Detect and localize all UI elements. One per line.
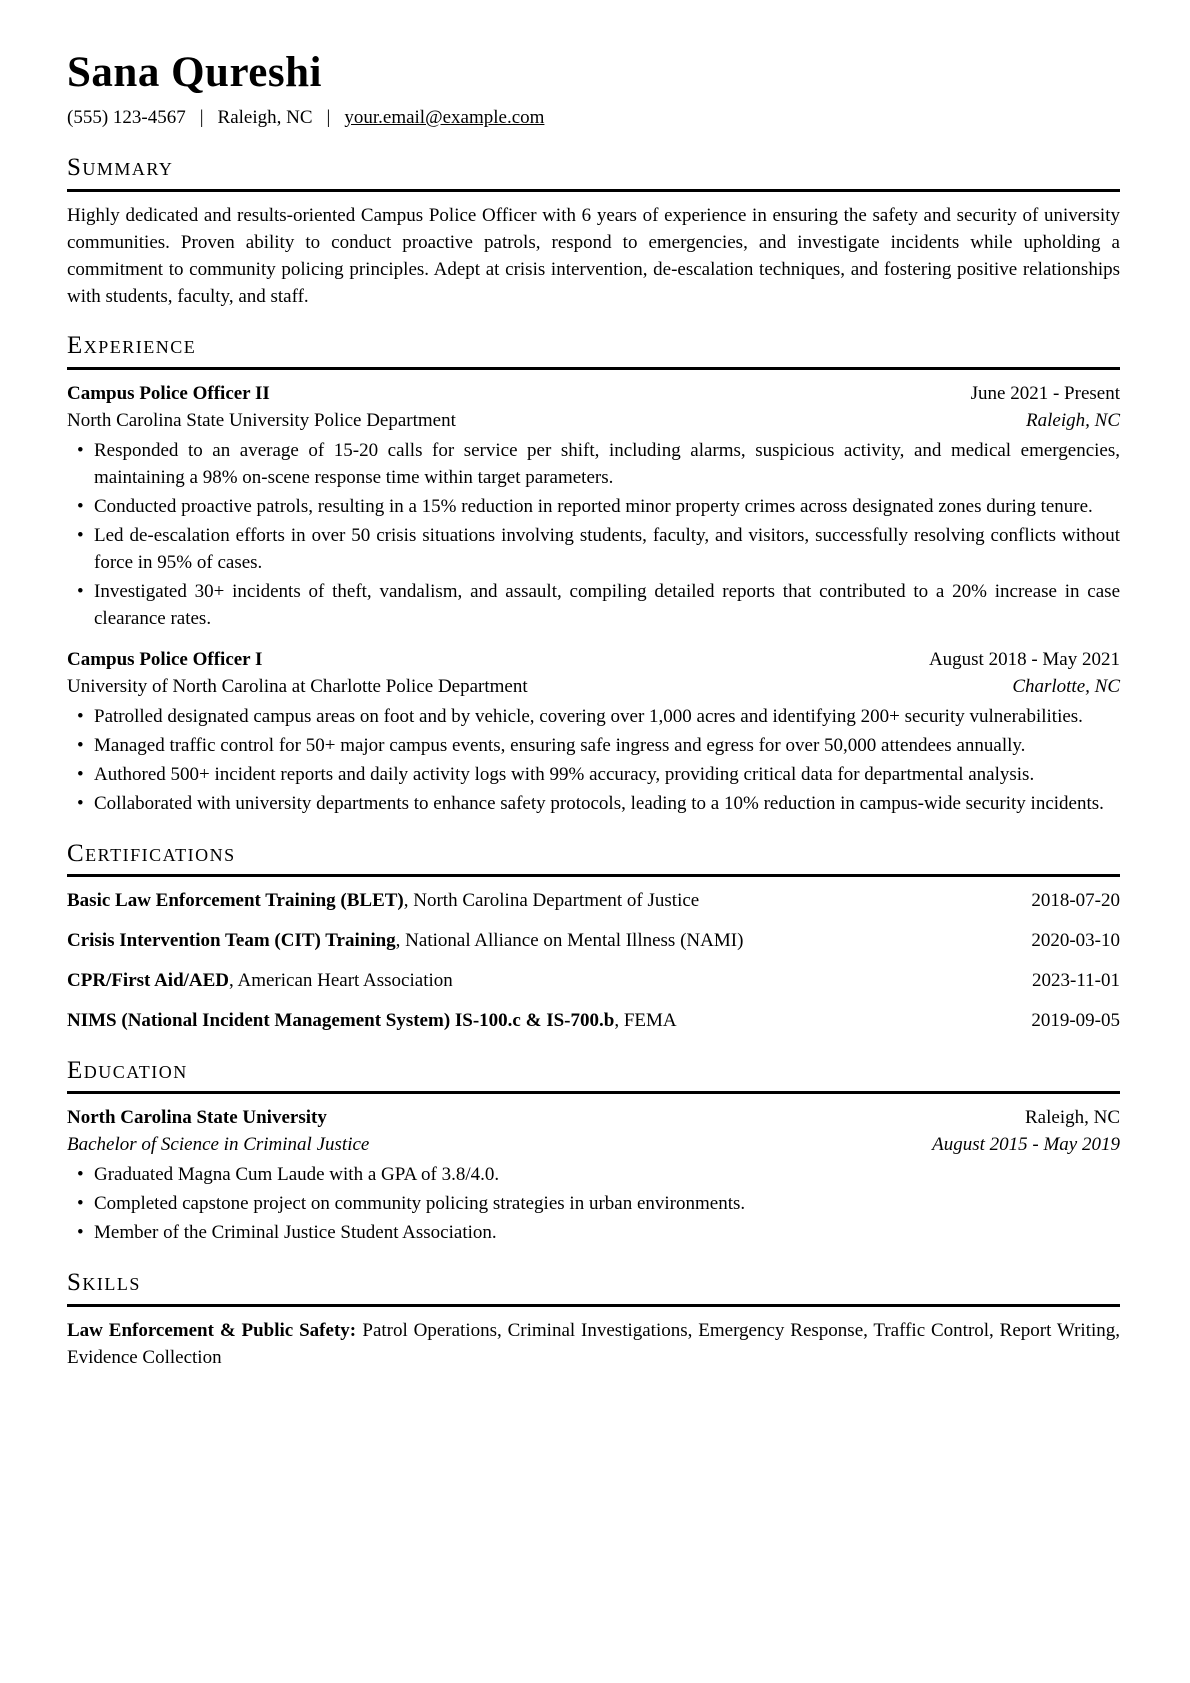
- certification-text: [67, 888, 699, 915]
- email-link[interactable]: your.email@example.com: [344, 107, 545, 129]
- job-bullet-list: [67, 704, 1120, 818]
- section-skills: [67, 1269, 1120, 1371]
- certifications-title: Certifications: [67, 840, 1120, 878]
- certification-row: [67, 888, 1120, 915]
- certification-text: [67, 928, 743, 955]
- school-name: North Carolina State University: [67, 1107, 327, 1129]
- job-location: Raleigh, NC: [1026, 409, 1120, 431]
- certification-issuer: American Heart Association: [237, 969, 453, 991]
- certification-name: Basic Law Enforcement Training (BLET): [67, 890, 404, 912]
- certification-name: CPR/First Aid/AED: [67, 969, 230, 991]
- certification-issuer: National Alliance on Mental Illness (NAMI): [405, 929, 744, 951]
- certification-text: [67, 1008, 677, 1035]
- bullet-item: • Responded to an average of 15-20 calls for service per shift, including alarms, suspicious activity, and medical emergencies, maintaining a 98% on-scene response time within target parameters.: [67, 438, 1120, 492]
- bullet-item: • Managed traffic control for 50+ major campus events, ensuring safe ingress and egress for over 50,000 attendees annually.: [67, 733, 1120, 760]
- experience-title: Experience: [67, 332, 1120, 370]
- job-title: Campus Police Officer II: [67, 382, 270, 404]
- bullet-item: • Investigated 30+ incidents of theft, vandalism, and assault, compiling detailed reports that contributed to a 20% increase in case clearance rates.: [67, 579, 1120, 633]
- summary-title: Summary: [67, 154, 1120, 192]
- job-title: Campus Police Officer I: [67, 648, 263, 670]
- certification-name: Crisis Intervention Team (CIT) Training: [67, 929, 396, 951]
- resume-header: [67, 50, 1120, 132]
- section-certifications: [67, 840, 1120, 1035]
- job-bullet-list: [67, 438, 1120, 633]
- job-organization: University of North Carolina at Charlotte Police Department: [67, 675, 528, 697]
- certification-separator: ,: [403, 890, 414, 912]
- contact-separator: |: [199, 107, 204, 129]
- bullet-item: • Patrolled designated campus areas on foot and by vehicle, covering over 1,000 acres and identifying 200+ security vulnerabilities.: [67, 704, 1120, 731]
- degree-name: Bachelor of Science in Criminal Justice: [67, 1134, 370, 1156]
- summary-text: Highly dedicated and results-oriented Campus Police Officer with 6 years of experience in ensuring the safety and security of university communities. Proven ability to conduct proactive patrols, respond to emergencies, and investigate incidents while upholding a commitment to community policing principles. Adept at crisis intervention, de-escalation techniques, and fostering positive relationships with students, faculty, and staff.: [67, 204, 1120, 307]
- section-experience: [67, 332, 1120, 817]
- certification-text: [67, 968, 453, 995]
- bullet-item: • Graduated Magna Cum Laude with a GPA of 3.8/4.0.: [67, 1162, 1120, 1189]
- bullet-item: • Authored 500+ incident reports and daily activity logs with 99% accuracy, providing critical data for departmental analysis.: [67, 762, 1120, 789]
- certification-row: [67, 928, 1120, 955]
- job-entry: [67, 381, 1120, 633]
- location-text: Raleigh, NC: [217, 107, 313, 129]
- skill-category: Law Enforcement & Public Safety:: [67, 1319, 357, 1341]
- job-location: Charlotte, NC: [1012, 675, 1120, 697]
- person-name: Sana Qureshi: [67, 49, 322, 96]
- certification-date: 2023-11-01: [1032, 969, 1120, 991]
- section-education: [67, 1057, 1120, 1247]
- certification-separator: ,: [229, 969, 238, 991]
- certification-date: 2020-03-10: [1031, 929, 1120, 951]
- education-dates: August 2015 - May 2019: [932, 1134, 1120, 1156]
- certification-separator: ,: [395, 929, 406, 951]
- job-entry: [67, 647, 1120, 818]
- bullet-item: • Member of the Criminal Justice Student Association.: [67, 1220, 1120, 1247]
- job-organization: North Carolina State University Police Department: [67, 409, 456, 431]
- skill-list: Patrol Operations, Criminal Investigations, Emergency Response, Traffic Control, Report Writing, Evidence Collection: [67, 1319, 1120, 1368]
- job-dates: June 2021 - Present: [970, 382, 1120, 404]
- certification-row: [67, 1008, 1120, 1035]
- bullet-item: • Completed capstone project on community policing strategies in urban environments.: [67, 1191, 1120, 1218]
- job-dates: August 2018 - May 2021: [928, 648, 1120, 670]
- bullet-item: • Collaborated with university departments to enhance safety protocols, leading to a 10% reduction in campus-wide security incidents.: [67, 791, 1120, 818]
- phone-number: (555) 123-4567: [67, 107, 186, 129]
- skills-title: Skills: [67, 1269, 1120, 1307]
- skill-line: [67, 1318, 1120, 1372]
- contact-separator: |: [326, 107, 331, 129]
- bullet-item: • Conducted proactive patrols, resulting in a 15% reduction in reported minor property crimes across designated zones during tenure.: [67, 494, 1120, 521]
- certification-separator: ,: [614, 1009, 624, 1031]
- bullet-item: • Led de-escalation efforts in over 50 crisis situations involving students, faculty, and visitors, successfully resolving conflicts without force in 95% of cases.: [67, 523, 1120, 577]
- certification-row: [67, 968, 1120, 995]
- school-location: Raleigh, NC: [1025, 1107, 1120, 1129]
- certification-date: 2018-07-20: [1031, 890, 1120, 912]
- contact-line: [67, 105, 1120, 132]
- certification-issuer: FEMA: [623, 1009, 677, 1031]
- education-title: Education: [67, 1057, 1120, 1095]
- section-summary: [67, 154, 1120, 310]
- education-bullet-list: [67, 1162, 1120, 1247]
- certification-issuer: North Carolina Department of Justice: [413, 890, 700, 912]
- certification-name: NIMS (National Incident Management System) IS-100.c & IS-700.b: [67, 1009, 615, 1031]
- certification-date: 2019-09-05: [1031, 1009, 1120, 1031]
